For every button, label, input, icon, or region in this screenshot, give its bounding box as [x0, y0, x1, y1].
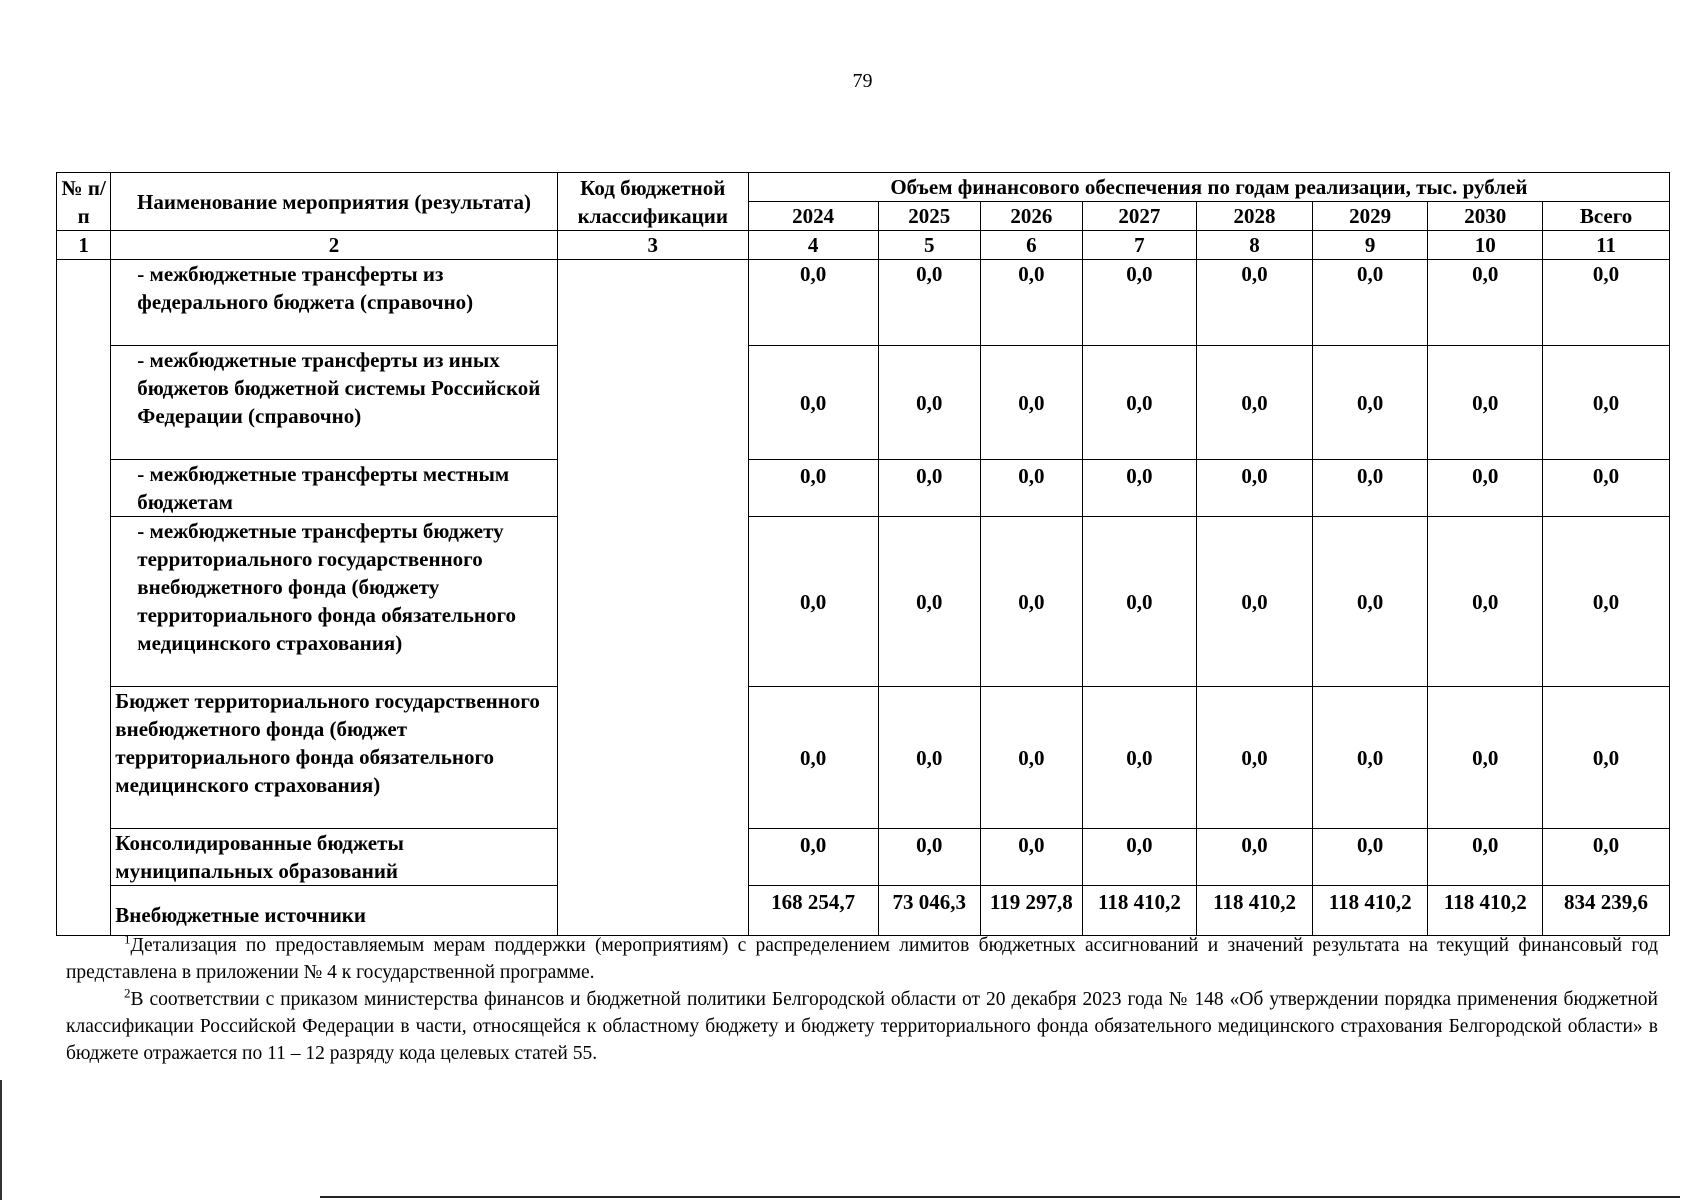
footnote-text: В соответствии с приказом министерства финансов и бюджетной политики Белгородской области от 20 декабря 2023 года № 148 «Об утверждении порядка применения бюджетной классификации Российской Федерации в части, относящейся к областному бюджету и бюджету территориального фонда обязательного медицинского страхования Белгородской области» в бюджете отражается по 11 – 12 разряду кода целевых статей 55. [66, 989, 1658, 1064]
value-cell: 0,0 [1197, 346, 1313, 460]
column-number: 7 [1082, 231, 1197, 260]
value-cell: 0,0 [1082, 829, 1197, 886]
table-row [57, 260, 1670, 346]
column-number-row [57, 231, 1670, 260]
table-row [57, 517, 1670, 687]
value-cell: 0,0 [1543, 687, 1670, 829]
header-year: 2027 [1082, 202, 1197, 231]
value-cell: 0,0 [1312, 829, 1428, 886]
header-year: 2026 [981, 202, 1083, 231]
value-cell: 0,0 [1197, 687, 1313, 829]
value-cell: 0,0 [1543, 829, 1670, 886]
header-num: № п/п [57, 173, 111, 231]
footnote [66, 986, 1658, 1067]
value-cell: 0,0 [748, 260, 878, 346]
value-cell: 0,0 [1312, 346, 1428, 460]
value-cell: 168 254,7 [748, 886, 878, 936]
value-cell: 0,0 [981, 460, 1083, 517]
value-cell: 0,0 [748, 517, 878, 687]
row-number-cell [57, 260, 111, 936]
table-row [57, 829, 1670, 886]
row-name: - межбюджетные трансферты из иных бюджетов бюджетной системы Российской Федерации (справочно) [111, 346, 557, 460]
header-year: 2030 [1428, 202, 1543, 231]
column-number: 5 [878, 231, 981, 260]
value-cell: 0,0 [981, 829, 1083, 886]
value-cell: 0,0 [1312, 460, 1428, 517]
scan-edge-line [0, 1080, 2, 1200]
footnote-mark: 1 [124, 931, 131, 947]
value-cell: 0,0 [1197, 260, 1313, 346]
table-row [57, 886, 1670, 936]
value-cell: 0,0 [1428, 517, 1543, 687]
row-name: Бюджет территориального государственного внебюджетного фонда (бюджет территориального фонда обязательного медицинского страхования) [111, 687, 557, 829]
budget-code-cell [557, 260, 748, 936]
value-cell: 0,0 [1428, 346, 1543, 460]
value-cell: 0,0 [1543, 517, 1670, 687]
row-name: - межбюджетные трансферты местным бюджетам [111, 460, 557, 517]
value-cell: 118 410,2 [1082, 886, 1197, 936]
value-cell: 0,0 [1082, 346, 1197, 460]
value-cell: 0,0 [1428, 460, 1543, 517]
header-name: Наименование мероприятия (результата) [111, 173, 557, 231]
column-number: 8 [1197, 231, 1313, 260]
row-name: - межбюджетные трансферты из федерального бюджета (справочно) [111, 260, 557, 346]
value-cell: 0,0 [1428, 829, 1543, 886]
column-number: 1 [57, 231, 111, 260]
value-cell: 0,0 [878, 829, 981, 886]
bottom-rule [320, 1196, 1680, 1198]
header-year: 2024 [748, 202, 878, 231]
table-row [57, 346, 1670, 460]
column-number: 2 [111, 231, 557, 260]
value-cell: 0,0 [1082, 260, 1197, 346]
header-year: 2029 [1312, 202, 1428, 231]
value-cell: 834 239,6 [1543, 886, 1670, 936]
column-number: 4 [748, 231, 878, 260]
column-number: 6 [981, 231, 1083, 260]
value-cell: 0,0 [981, 517, 1083, 687]
value-cell: 0,0 [1428, 260, 1543, 346]
header-funding-group: Объем финансового обеспечения по годам реализации, тыс. рублей [748, 173, 1669, 202]
value-cell: 0,0 [878, 687, 981, 829]
table-row [57, 687, 1670, 829]
row-name: - межбюджетные трансферты бюджету территориального государственного внебюджетного фонда (бюджету территориального фонда обязательного медицинского страхования) [111, 517, 557, 687]
column-number: 9 [1312, 231, 1428, 260]
value-cell: 73 046,3 [878, 886, 981, 936]
value-cell: 0,0 [878, 517, 981, 687]
value-cell: 0,0 [1082, 687, 1197, 829]
footnote [66, 932, 1658, 986]
value-cell: 0,0 [1428, 687, 1543, 829]
header-year: 2028 [1197, 202, 1313, 231]
page-number: 79 [852, 70, 873, 92]
value-cell: 0,0 [878, 460, 981, 517]
value-cell: 0,0 [748, 460, 878, 517]
column-number: 10 [1428, 231, 1543, 260]
value-cell: 0,0 [1312, 517, 1428, 687]
value-cell: 0,0 [981, 260, 1083, 346]
value-cell: 118 410,2 [1197, 886, 1313, 936]
value-cell: 0,0 [1197, 517, 1313, 687]
footnote-mark: 2 [124, 985, 131, 1001]
value-cell: 0,0 [878, 346, 981, 460]
header-year: 2025 [878, 202, 981, 231]
value-cell: 118 410,2 [1312, 886, 1428, 936]
value-cell: 0,0 [1082, 517, 1197, 687]
value-cell: 0,0 [981, 687, 1083, 829]
table-row [57, 460, 1670, 517]
value-cell: 0,0 [878, 260, 981, 346]
value-cell: 0,0 [1312, 260, 1428, 346]
value-cell: 0,0 [748, 346, 878, 460]
value-cell: 0,0 [748, 687, 878, 829]
value-cell: 0,0 [981, 346, 1083, 460]
value-cell: 0,0 [1082, 460, 1197, 517]
value-cell: 0,0 [1543, 346, 1670, 460]
value-cell: 0,0 [1543, 260, 1670, 346]
value-cell: 119 297,8 [981, 886, 1083, 936]
value-cell: 0,0 [1312, 687, 1428, 829]
header-code: Код бюджетной классификации [557, 173, 748, 231]
value-cell: 0,0 [1197, 829, 1313, 886]
value-cell: 0,0 [1197, 460, 1313, 517]
footnote-text: Детализация по предоставляемым мерам поддержки (мероприятиям) с распределением лимитов бюджетных ассигнований и значений результата на текущий финансовый год представлена в приложении № 4 к государственной программе. [66, 935, 1658, 983]
value-cell: 0,0 [748, 829, 878, 886]
value-cell: 0,0 [1543, 460, 1670, 517]
value-cell: 118 410,2 [1428, 886, 1543, 936]
column-number: 11 [1543, 231, 1670, 260]
funding-table [56, 172, 1670, 936]
row-name: Внебюджетные источники [111, 886, 557, 936]
row-name: Консолидированные бюджеты муниципальных образований [111, 829, 557, 886]
footnotes [66, 932, 1658, 1067]
header-total: Всего [1543, 202, 1670, 231]
column-number: 3 [557, 231, 748, 260]
